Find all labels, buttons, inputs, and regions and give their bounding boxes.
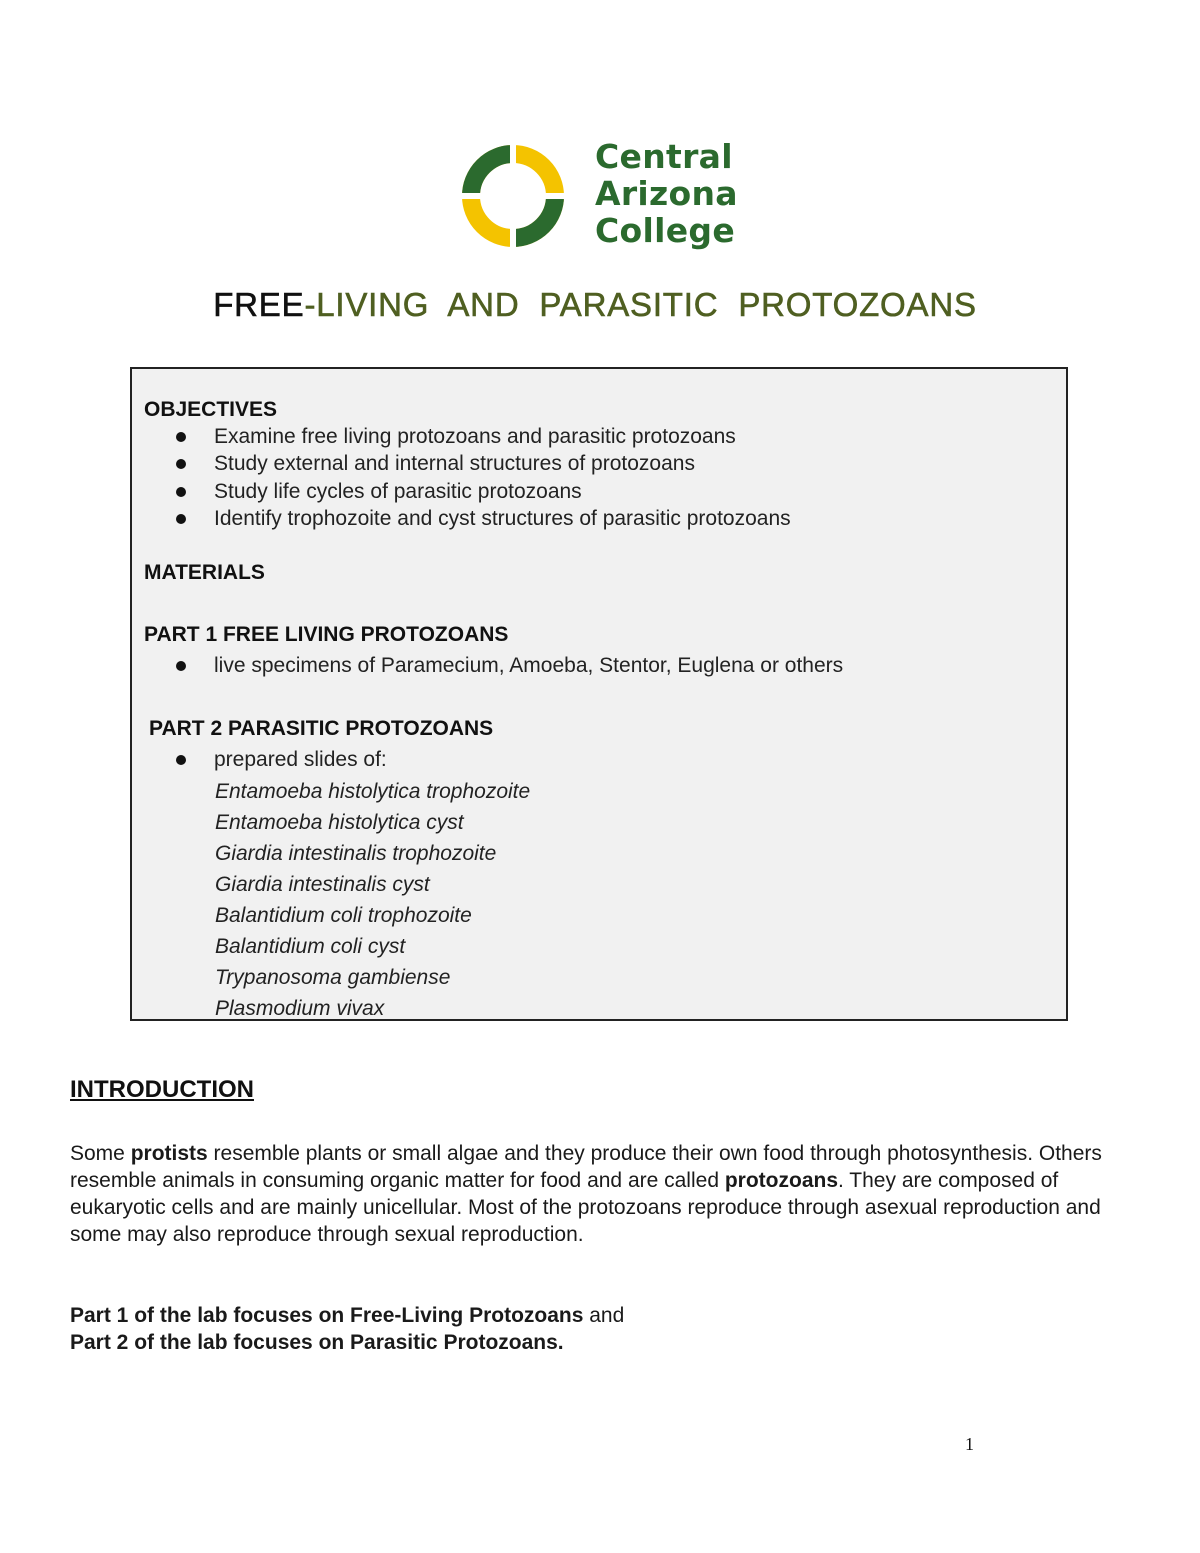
slide-item: Balantidium coli cyst xyxy=(215,935,406,958)
college-logo-text xyxy=(595,138,738,249)
bullet-icon xyxy=(176,487,186,497)
intro-text: Some xyxy=(70,1142,131,1165)
materials-heading: MATERIALS xyxy=(144,561,265,584)
objective-item: Study life cycles of parasitic protozoans xyxy=(214,480,582,503)
document-title xyxy=(0,286,1190,324)
college-logo xyxy=(455,138,755,256)
title-part-olive: -LIVING AND PARASITIC PROTOZOANS xyxy=(304,286,977,323)
slide-item: Plasmodium vivax xyxy=(215,997,385,1020)
bullet-icon xyxy=(176,459,186,469)
objectives-materials-box xyxy=(130,367,1068,1021)
part1-focus-rest: and xyxy=(583,1304,625,1327)
intro-term-protozoans: protozoans xyxy=(724,1169,839,1192)
objective-item: Study external and internal structures of protozoans xyxy=(214,452,695,475)
slide-item: Giardia intestinalis cyst xyxy=(215,873,430,896)
college-logo-mark-icon xyxy=(455,140,571,252)
part1-heading: PART 1 FREE LIVING PROTOZOANS xyxy=(144,623,509,646)
objective-item: Examine free living protozoans and parasitic protozoans xyxy=(214,425,736,448)
logo-line-2: Arizona xyxy=(595,174,738,213)
title-part-dark: FREE xyxy=(213,286,305,323)
slide-item: Entamoeba histolytica trophozoite xyxy=(215,780,531,803)
part1-focus-line xyxy=(70,1304,624,1328)
logo-line-3: College xyxy=(595,211,735,250)
page-number: 1 xyxy=(965,1434,974,1454)
logo-line-1: Central xyxy=(595,137,733,176)
part1-item: live specimens of Paramecium, Amoeba, Stentor, Euglena or others xyxy=(214,654,844,677)
part2-item: prepared slides of: xyxy=(214,748,387,771)
slide-item: Entamoeba histolytica cyst xyxy=(215,811,464,834)
slide-item: Giardia intestinalis trophozoite xyxy=(215,842,497,865)
bullet-icon xyxy=(176,514,186,524)
part2-heading: PART 2 PARASITIC PROTOZOANS xyxy=(149,717,494,740)
part2-focus-line xyxy=(70,1331,564,1355)
bullet-icon xyxy=(176,661,186,671)
slide-item: Balantidium coli trophozoite xyxy=(215,904,472,927)
bullet-icon xyxy=(176,755,186,765)
part2-focus-bold: Part 2 of the lab focuses on Parasitic Protozoans. xyxy=(70,1331,564,1354)
bullet-icon xyxy=(176,432,186,442)
introduction-heading: INTRODUCTION xyxy=(70,1076,254,1103)
part1-focus-bold: Part 1 of the lab focuses on Free-Living Protozoans xyxy=(70,1304,584,1327)
introduction-paragraph xyxy=(70,1140,1130,1248)
slide-item: Trypanosoma gambiense xyxy=(215,966,451,989)
objective-item: Identify trophozoite and cyst structures of parasitic protozoans xyxy=(214,507,791,530)
intro-term-protists: protists xyxy=(130,1142,208,1165)
intro-text: resemble plants or small algae and they produce their own food through photosynthesis. Others resemble animals in consuming organic matter for food and are called xyxy=(70,1142,1102,1192)
objectives-heading: OBJECTIVES xyxy=(144,398,278,421)
intro-text: . They are composed of eukaryotic cells and are mainly unicellular. Most of the protozoans reproduce through asexual reproduction and some may also reproduce through sexual reproduction. xyxy=(70,1169,1101,1246)
